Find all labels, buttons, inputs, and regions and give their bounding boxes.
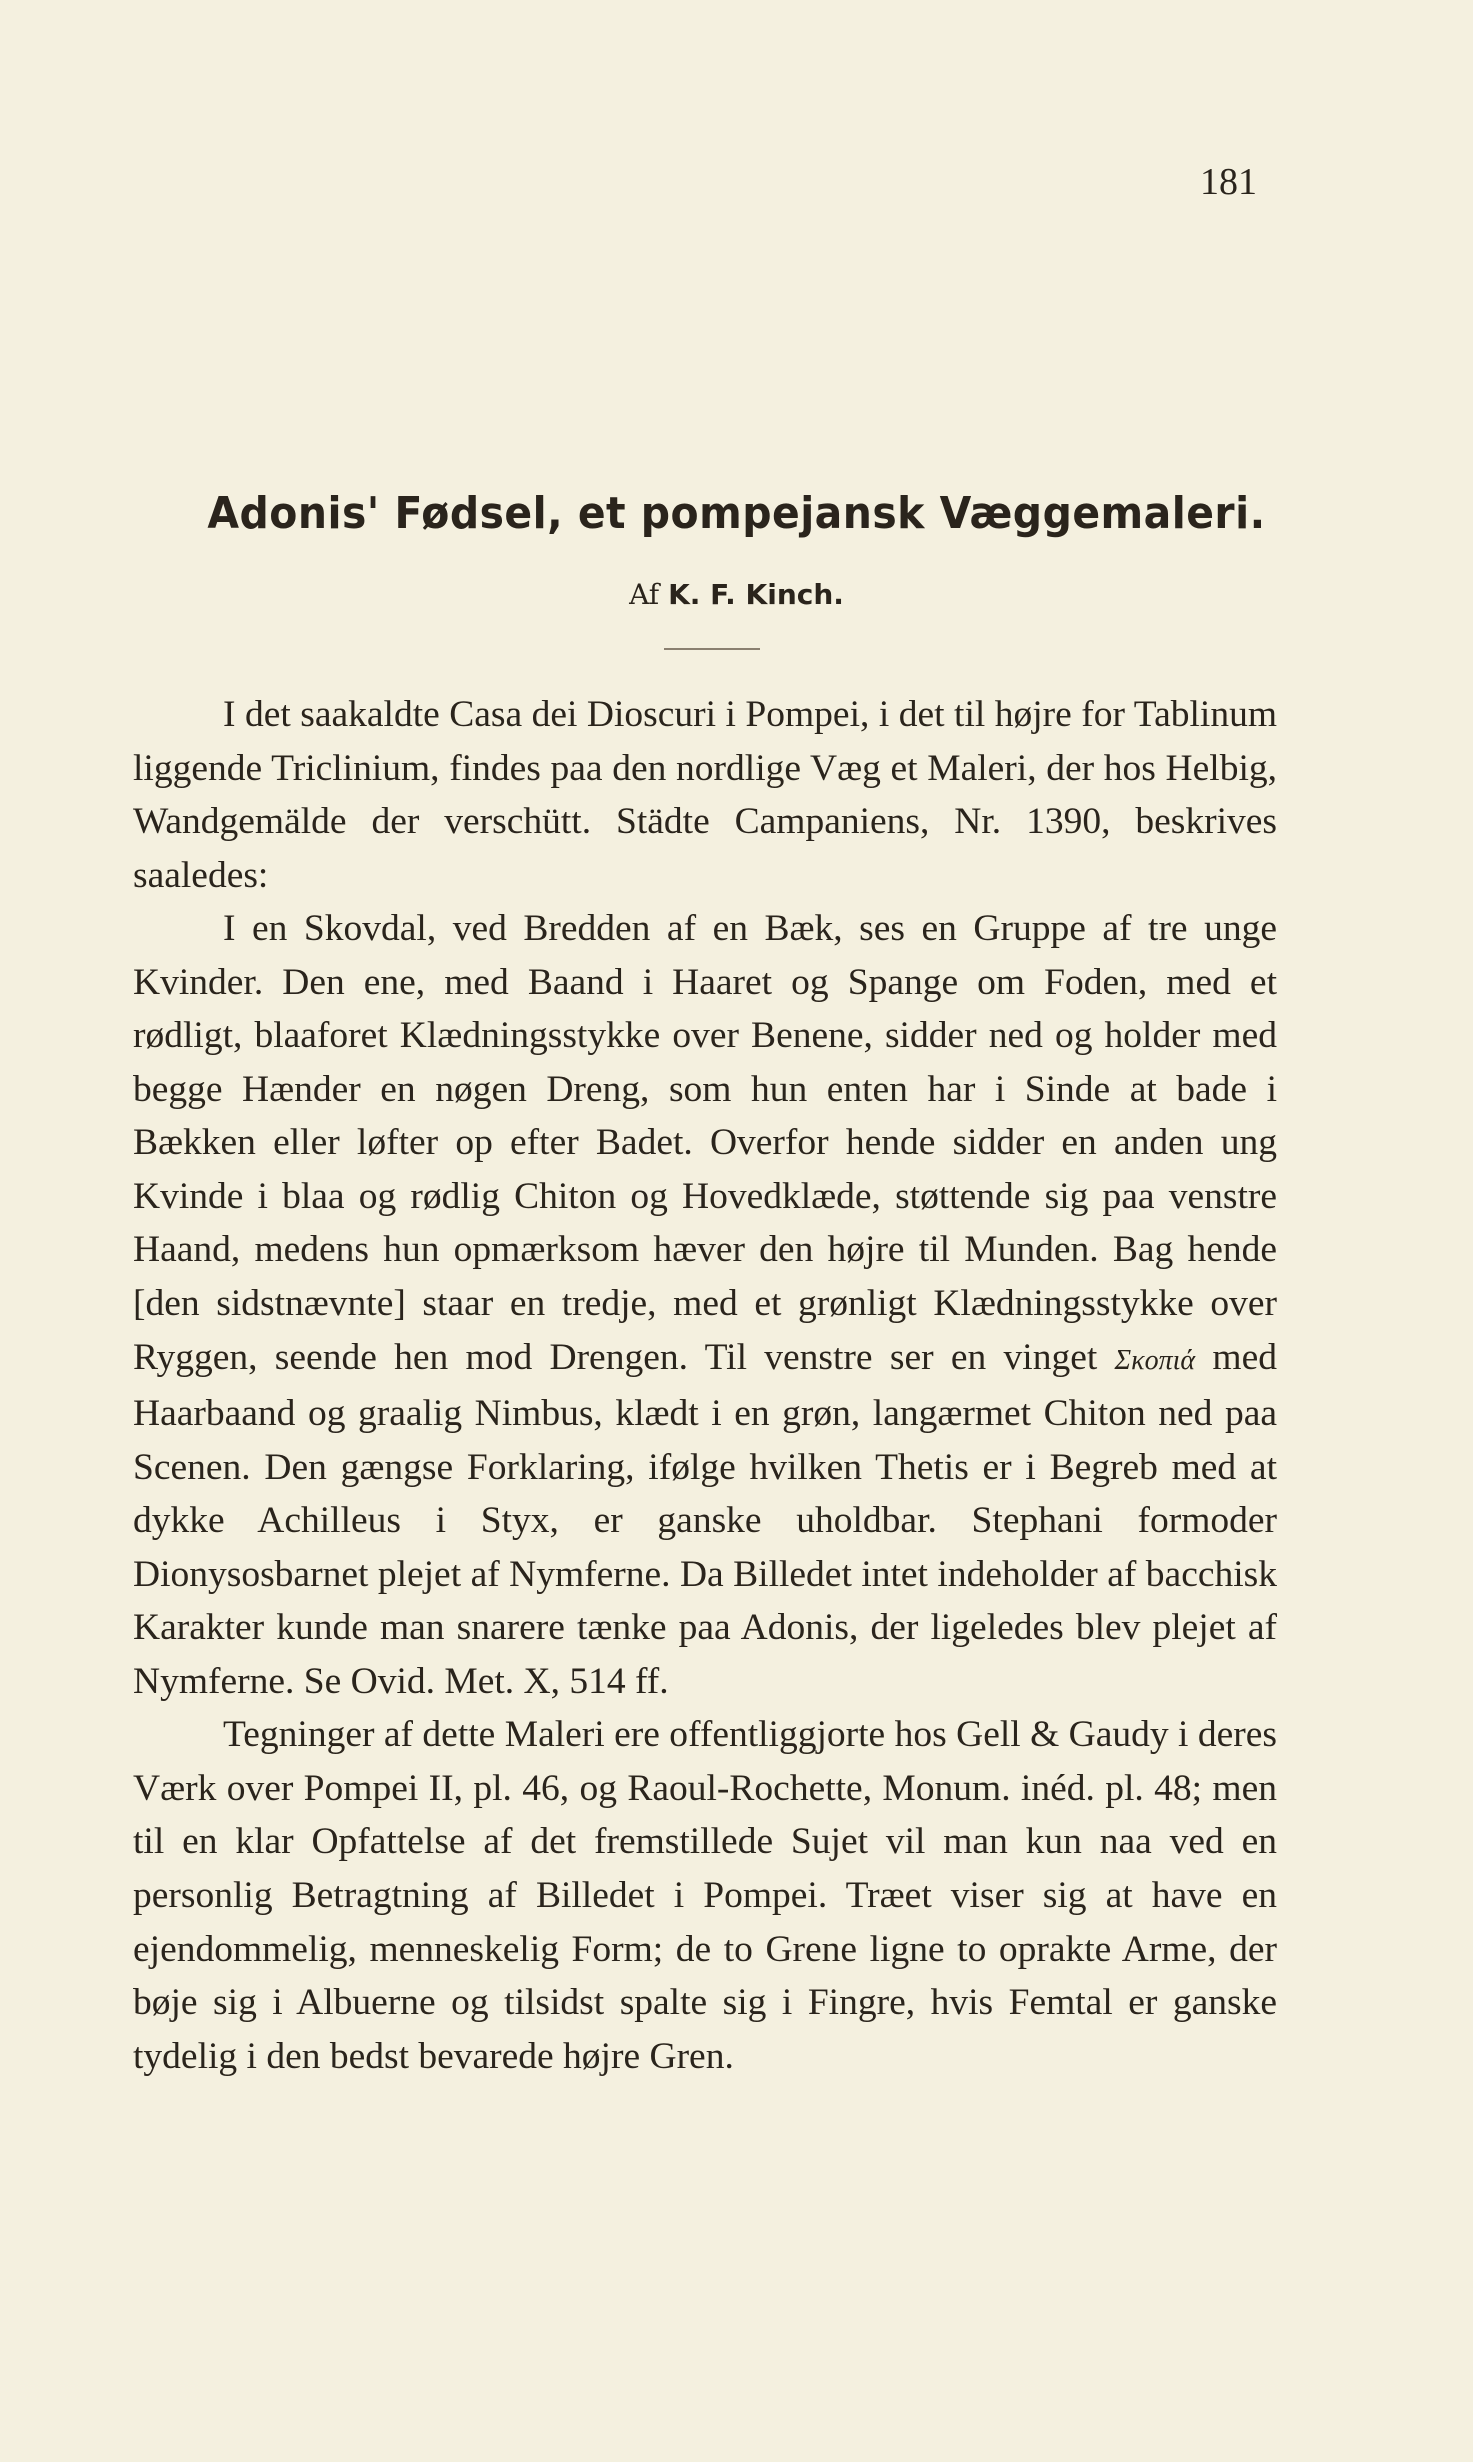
paragraph-2 <box>133 902 1277 1708</box>
paragraph-1 <box>133 688 1277 902</box>
byline-prefix: Af <box>629 578 660 611</box>
paragraph-2-text: I en Skovdal, ved Bredden af en Bæk, ses en Gruppe af tre unge Kvinder. Den ene, med Baand i Haaret og Spange om Foden, med et rødligt, blaaforet Klædningsstykke over Benene, sidder ned og holder med begge Hænder en nøgen Dreng, som hun enten har i Sinde at bade i Bækken eller løfter op efter Badet. Overfor hende sidder en anden ung Kvinde i blaa og rødlig Chiton og Hovedklæde, støttende sig paa venstre Haand, medens hun opmærksom hæver den højre til Munden. Bag hende [den sidstnævnte] staar en tredje, med et grønligt Klædningsstykke over Ryggen, seende hen mod Drengen. Til venstre ser en vinget <box>133 908 1277 1378</box>
page-number: 181 <box>1200 161 1257 203</box>
article-body <box>133 688 1277 2083</box>
paragraph-3-text: Tegninger af dette Maleri ere offentliggjorte hos Gell & Gaudy i deres Værk over Pompei II, pl. 46, og Raoul-Rochette, Monum. inéd. pl. 48; men til en klar Opfattelse af det fremstillede Sujet vil man kun naa ved en personlig Betragtning af Billedet i Pompei. Træet viser sig at have en ejendommelig, menneskelig Form; de to Grene ligne to oprakte Arme, der bøje sig i Albuerne og tilsidst spalte sig i Fingre, hvis Femtal er ganske tydelig i den bedst bevarede højre Gren. <box>133 1714 1277 2077</box>
title-rule <box>664 648 760 650</box>
article-title: Adonis' Fødsel, et pompejansk Væggemaleri. <box>207 488 1266 539</box>
greek-word: Σκοπιά <box>1114 1344 1196 1376</box>
paragraph-1-text: I det saakaldte Casa dei Dioscuri i Pompei, i det til højre for Tablinum liggende Triclinium, findes paa den nordlige Væg et Maleri, der hos Helbig, Wandgemälde der verschütt. Städte Campaniens, Nr. 1390, beskrives saaledes: <box>133 694 1277 896</box>
paragraph-2-text-continued: med Haarbaand og graalig Nimbus, klædt i en grøn, langærmet Chiton ned paa Scenen. Den gængse Forklaring, ifølge hvilken Thetis er i Begreb med at dykke Achilleus i Styx, er ganske uholdbar. Stephani formoder Dionysosbarnet plejet af Nymferne. Da Billedet intet indeholder af bacchisk Karakter kunde man snarere tænke paa Adonis, der ligeledes blev plejet af Nymferne. Se Ovid. Met. X, 514 ff. <box>133 1336 1277 1702</box>
byline <box>0 578 1473 611</box>
paragraph-3 <box>133 1708 1277 2083</box>
byline-author: K. F. Kinch. <box>668 578 844 611</box>
